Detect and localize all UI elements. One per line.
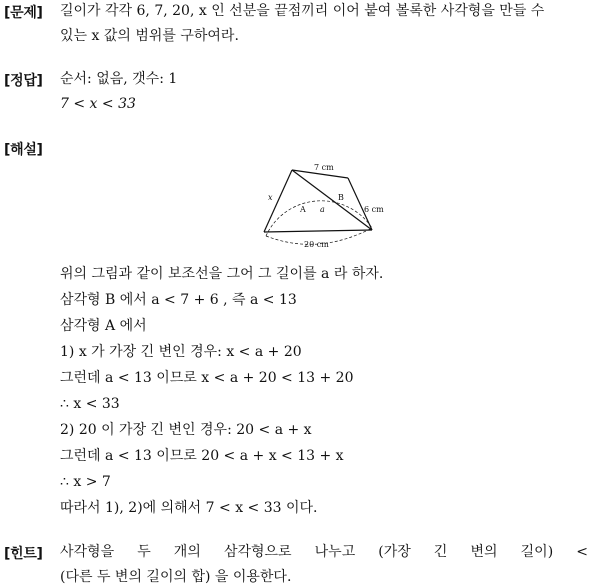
- hint-word: 삼각형으로: [223, 544, 292, 560]
- solution-line-10: 따라서 1), 2)에 의해서 7 < x < 33 이다.: [60, 500, 318, 516]
- label-diagonal: a: [320, 205, 325, 214]
- problem-line-1: 길이가 각각 6, 7, 20, x 인 선분을 끝점끼리 이어 붙여 볼록한 사각형을 만들 수: [60, 3, 545, 19]
- answer-line-1: 순서: 없음, 갯수: 1: [60, 71, 178, 87]
- hint-word: (가장: [378, 544, 411, 560]
- hint-word: 나누고: [314, 544, 356, 560]
- problem-line-2: 있는 x 값의 범위를 구하여라.: [60, 28, 239, 44]
- problem-tag: [문제]: [4, 5, 43, 21]
- side-right: [348, 178, 372, 230]
- label-right: 6 cm: [364, 205, 384, 214]
- hint-word: 사각형을: [60, 544, 115, 560]
- label-region-a: A: [300, 205, 306, 214]
- hint-word: 변의: [470, 544, 498, 560]
- hint-line-1: [60, 543, 588, 561]
- solution-line-2: 삼각형 B 에서 a < 7 + 6 , 즉 a < 13: [60, 292, 297, 308]
- hint-tag: [힌트]: [4, 546, 43, 562]
- solution-tag: [해설]: [4, 142, 43, 158]
- hint-line-2: (다른 두 변의 길이의 합) 을 이용한다.: [60, 569, 292, 585]
- answer-tag: [정답]: [4, 73, 43, 89]
- quadrilateral-diagram: [258, 160, 392, 252]
- hint-word: <: [576, 544, 588, 560]
- solution-line-3: 삼각형 A 에서: [60, 318, 147, 334]
- solution-line-4: 1) x 가 가장 긴 변인 경우: x < a + 20: [60, 344, 302, 360]
- hint-word: 두: [137, 544, 151, 560]
- label-top: 7 cm: [314, 163, 334, 172]
- label-region-b: B: [338, 193, 344, 202]
- solution-line-6: ∴ x < 33: [60, 396, 120, 412]
- label-bottom: 20 cm: [304, 240, 329, 249]
- solution-line-8: 그런데 a < 13 이므로 20 < a + x < 13 + x: [60, 448, 344, 464]
- solution-line-7: 2) 20 이 가장 긴 변인 경우: 20 < a + x: [60, 422, 312, 438]
- side-bottom: [264, 230, 372, 232]
- label-left: x: [268, 193, 273, 202]
- hint-word: 길이): [520, 544, 554, 560]
- hint-word: 긴: [433, 544, 448, 560]
- answer-line-2: 7 < x < 33: [60, 96, 136, 112]
- solution-line-5: 그런데 a < 13 이므로 x < a + 20 < 13 + 20: [60, 370, 354, 386]
- diagonal-a: [292, 170, 372, 230]
- hint-word: 개의: [173, 544, 201, 560]
- solution-line-1: 위의 그림과 같이 보조선을 그어 그 길이를 a 라 하자.: [60, 266, 384, 282]
- solution-line-9: ∴ x > 7: [60, 474, 111, 490]
